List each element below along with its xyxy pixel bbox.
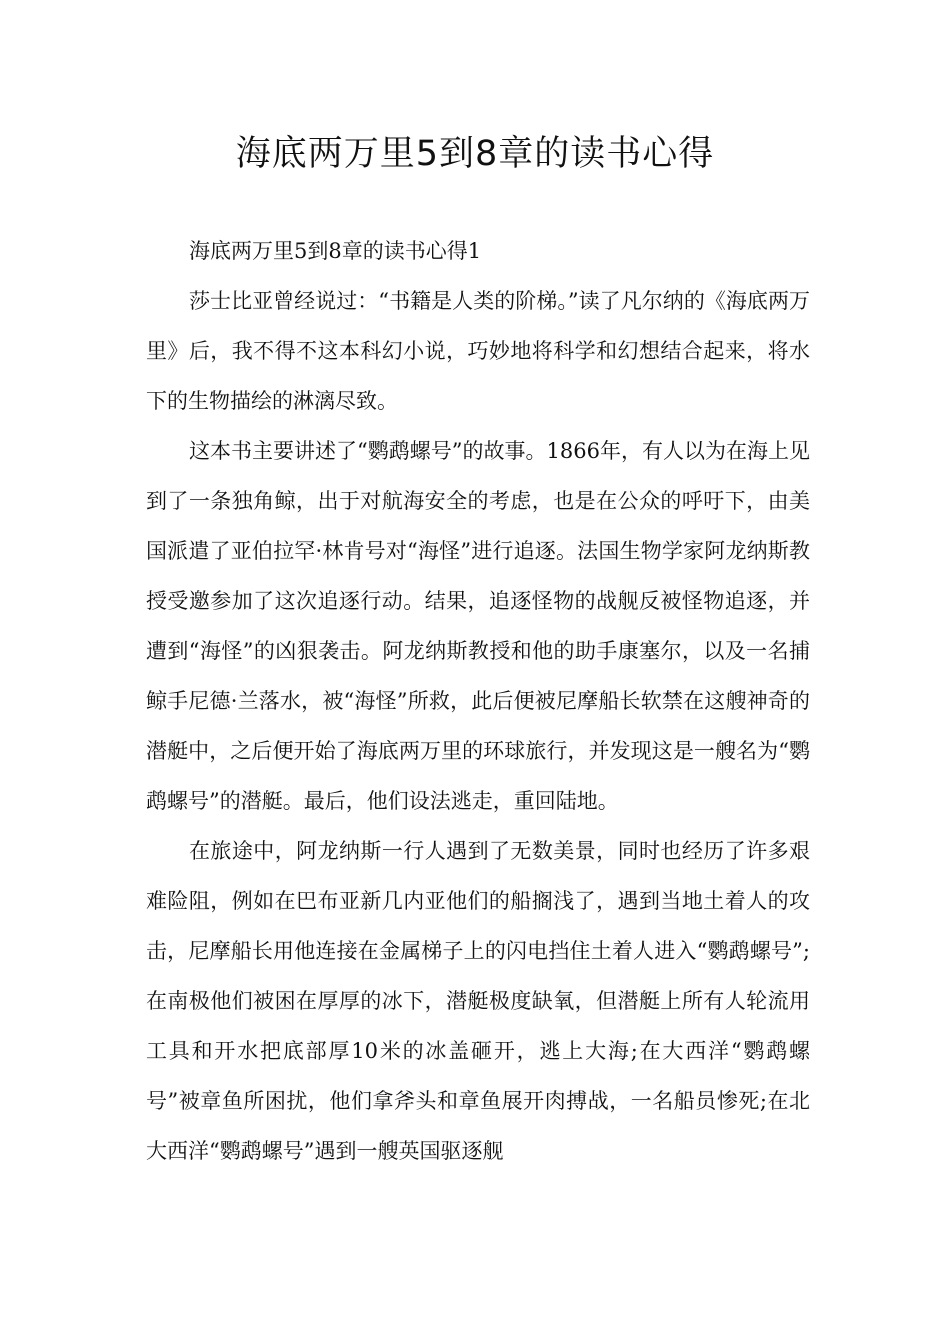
paragraph-1: 莎士比亚曾经说过：“书籍是人类的阶梯。”读了凡尔纳的《海底两万里》后，我不得不这本科幻小说，巧妙地将科学和幻想结合起来，将水下的生物描绘的淋漓尽致。 <box>146 289 810 413</box>
paragraph-3: 在旅途中，阿龙纳斯一行人遇到了无数美景，同时也经历了许多艰难险阻，例如在巴布亚新几内亚他们的船搁浅了，遇到当地土着人的攻击，尼摩船长用他连接在金属梯子上的闪电挡住土着人进入“鹦鹉螺号”;在南极他们被困在厚厚的冰下，潜艇极度缺氧，但潜艇上所有人轮流用工具和开水把底部厚10米的冰盖砸开，逃上大海;在大西洋“鹦鹉螺号”被章鱼所困扰，他们拿斧头和章鱼展开肉搏战，一名船员惨死;在北大西洋“鹦鹉螺号”遇到一艘英国驱逐舰 <box>146 839 810 1163</box>
document-title: 海底两万里5到8章的读书心得 <box>235 134 715 174</box>
document-body <box>146 226 810 1176</box>
section-heading: 海底两万里5到8章的读书心得1 <box>189 239 482 263</box>
paragraph-2: 这本书主要讲述了“鹦鹉螺号”的故事。1866年，有人以为在海上见到了一条独角鲸，出于对航海安全的考虑，也是在公众的呼吁下，由美国派遣了亚伯拉罕·林肯号对“海怪”进行追逐。法国生物学家阿龙纳斯教授受邀参加了这次追逐行动。结果，追逐怪物的战舰反被怪物追逐，并遭到“海怪”的凶狠袭击。阿龙纳斯教授和他的助手康塞尔，以及一名捕鲸手尼德·兰落水，被“海怪”所救，此后便被尼摩船长软禁在这艘神奇的潜艇中，之后便开始了海底两万里的环球旅行，并发现这是一艘名为“鹦鹉螺号”的潜艇。最后，他们设法逃走，重回陆地。 <box>146 439 810 813</box>
